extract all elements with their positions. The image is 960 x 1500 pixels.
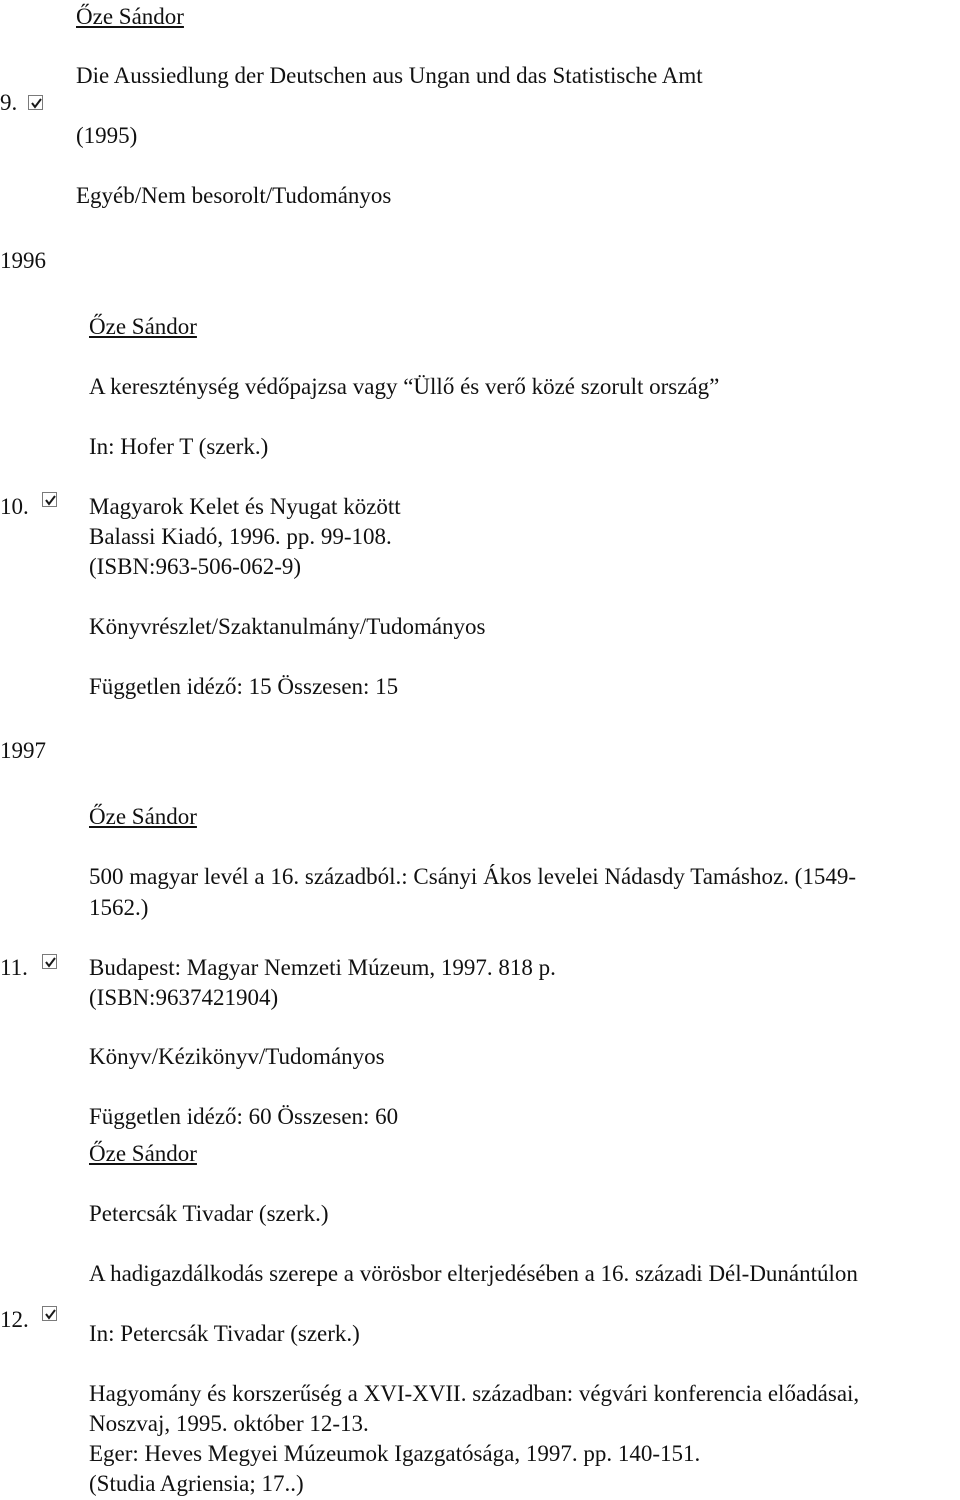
entry-12-title: A hadigazdálkodás szerepe a vörösbor elterjedésében a 16. századi Dél-Dunántúlon — [89, 1261, 858, 1286]
checkmark-icon — [43, 493, 58, 508]
entry-12-book-line1: Hagyomány és korszerűség a XVI-XVII. században: végvári konferencia előadásai, — [89, 1381, 860, 1406]
entry-10-checkbox[interactable] — [42, 492, 57, 507]
entry-9-year: (1995) — [76, 123, 138, 148]
entry-9-category: Egyéb/Nem besorolt/Tudományos — [76, 183, 392, 208]
entry-9-title: Die Aussiedlung der Deutschen aus Ungan und das Statistische Amt — [76, 63, 703, 88]
entry-11-category: Könyv/Kézikönyv/Tudományos — [89, 1044, 385, 1069]
entry-11-author[interactable]: Őze Sándor — [89, 804, 197, 829]
entry-10-book: Magyarok Kelet és Nyugat között — [89, 494, 401, 519]
entry-10-author[interactable]: Őze Sándor — [89, 314, 197, 339]
checkmark-icon — [29, 96, 44, 111]
entry-12-checkbox[interactable] — [42, 1306, 57, 1321]
entry-10-citations: Független idéző: 15 Összesen: 15 — [89, 674, 399, 699]
entry-10-number: 10. — [0, 494, 29, 519]
entry-10-publisher: Balassi Kiadó, 1996. pp. 99-108. — [89, 524, 392, 549]
entry-9-number: 9. — [0, 90, 18, 115]
entry-10-isbn: (ISBN:963-506-062-9) — [89, 554, 302, 579]
year-heading-1996: 1996 — [0, 248, 46, 273]
entry-11-number: 11. — [0, 955, 28, 980]
checkmark-icon — [43, 955, 58, 970]
entry-11-title-line1: 500 magyar levél a 16. századból.: Csányi Ákos levelei Nádasdy Tamáshoz. (1549- — [89, 864, 856, 889]
entry-12-series: (Studia Agriensia; 17..) — [89, 1471, 304, 1496]
entry-11-isbn: (ISBN:9637421904) — [89, 985, 279, 1010]
entry-11-checkbox[interactable] — [42, 954, 57, 969]
entry-12-number: 12. — [0, 1307, 29, 1332]
entry-11-publisher: Budapest: Magyar Nemzeti Múzeum, 1997. 818 p. — [89, 955, 556, 980]
entry-12-author[interactable]: Őze Sándor — [89, 1141, 197, 1166]
entry-11-title-line2: 1562.) — [89, 895, 149, 920]
checkmark-icon — [43, 1307, 58, 1322]
entry-9-author[interactable]: Őze Sándor — [76, 4, 184, 29]
entry-12-editor: Petercsák Tivadar (szerk.) — [89, 1201, 329, 1226]
entry-11-citations: Független idéző: 60 Összesen: 60 — [89, 1104, 399, 1129]
year-heading-1997: 1997 — [0, 738, 46, 763]
entry-10-in: In: Hofer T (szerk.) — [89, 434, 269, 459]
entry-10-category: Könyvrészlet/Szaktanulmány/Tudományos — [89, 614, 486, 639]
entry-12-in: In: Petercsák Tivadar (szerk.) — [89, 1321, 360, 1346]
entry-10-title: A kereszténység védőpajzsa vagy “Üllő és verő közé szorult ország” — [89, 374, 720, 399]
entry-9-checkbox[interactable] — [28, 95, 43, 110]
entry-12-book-line2: Noszvaj, 1995. október 12-13. — [89, 1411, 369, 1436]
entry-12-publisher: Eger: Heves Megyei Múzeumok Igazgatósága, 1997. pp. 140-151. — [89, 1441, 701, 1466]
